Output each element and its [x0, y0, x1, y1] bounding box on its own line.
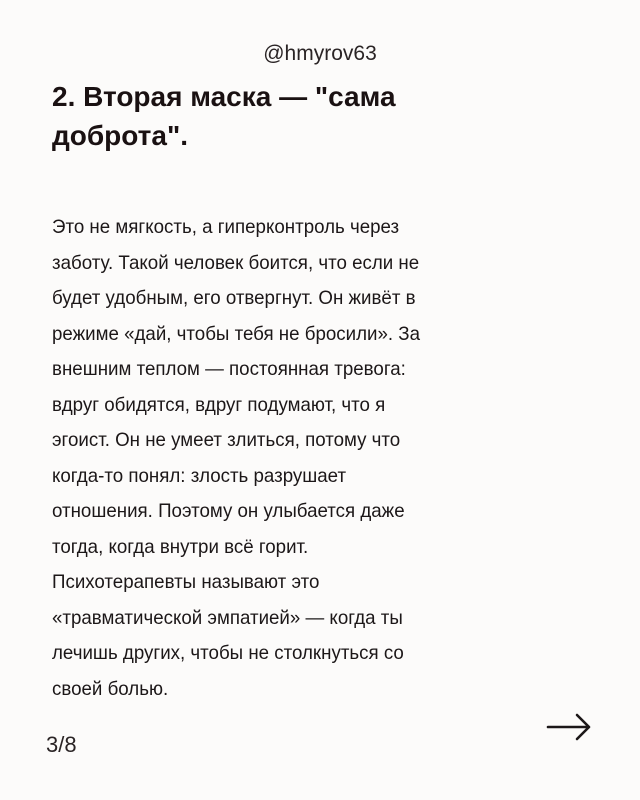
body-line: «травматической эмпатией» — когда ты	[52, 606, 403, 629]
body-line: своей болью.	[52, 677, 169, 700]
slide-body	[52, 210, 420, 707]
author-handle: @hmyrov63	[263, 42, 377, 65]
body-line: внешним теплом — постоянная тревога:	[52, 358, 406, 380]
body-line: тогда, когда внутри всё горит.	[52, 535, 309, 558]
next-slide-button[interactable]	[546, 710, 592, 744]
body-line: заботу. Такой человек боится, что если не	[52, 251, 420, 274]
body-line: будет удобным, его отвергнут. Он живёт в	[52, 287, 416, 309]
body-line: режиме «дай, чтобы тебя не бросили». За	[52, 322, 421, 345]
title-line: 2. Вторая маска — "сама	[52, 81, 396, 112]
body-line: когда-то понял: злость разрушает	[52, 464, 347, 487]
body-line: отношения. Поэтому он улыбается даже	[52, 500, 405, 522]
page-indicator: 3/8	[46, 732, 77, 757]
body-line: Это не мягкость, а гиперконтроль через	[52, 216, 400, 238]
body-line: вдруг обидятся, вдруг подумают, что я	[52, 393, 386, 416]
arrow-right-icon	[546, 710, 592, 744]
body-line: Психотерапевты называют это	[52, 571, 320, 593]
title-line: доброта".	[52, 120, 189, 151]
body-line: эгоист. Он не умеет злиться, потому что	[52, 429, 401, 451]
body-line: лечишь других, чтобы не столкнуться со	[52, 642, 404, 664]
slide-title	[52, 77, 396, 155]
